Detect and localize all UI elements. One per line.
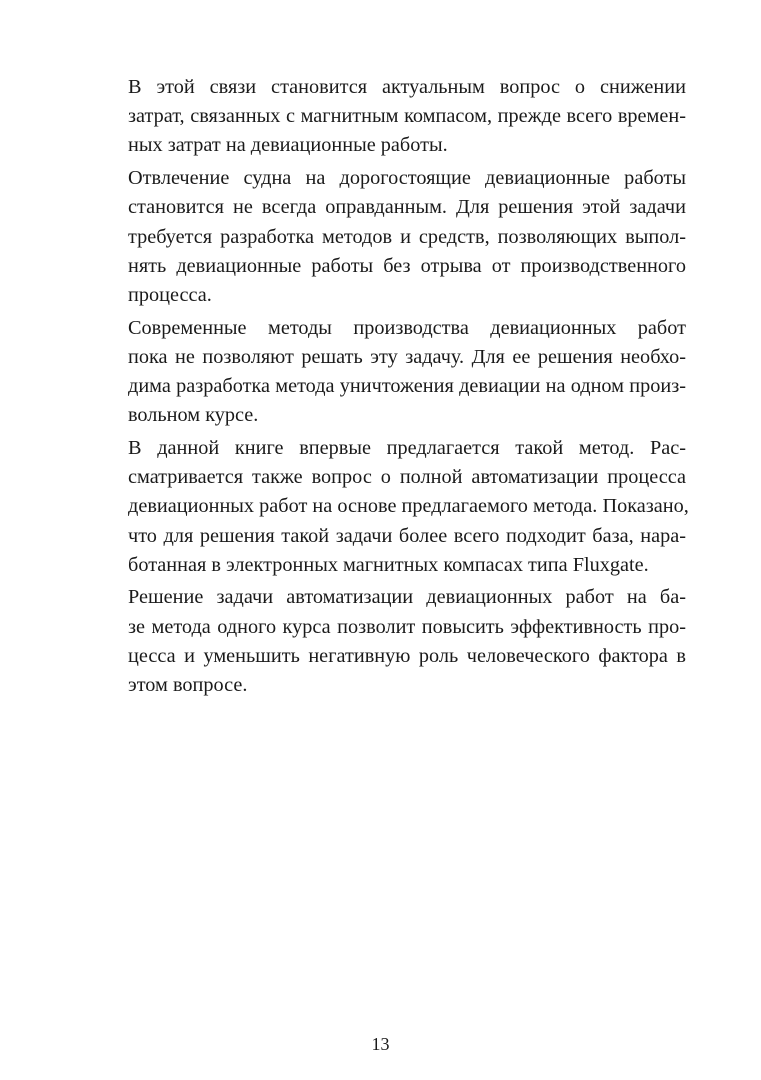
paragraph-3 [75,314,686,431]
page-number: 13 [371,1034,390,1054]
text-line: В данной книге впервые предлагается такой метод. Рас- [128,436,686,459]
text-line: цесса и уменьшить негативную роль человеческого фактора в [128,644,686,667]
paragraph-5 [75,583,686,700]
text-line: что для решения такой задачи более всего подходит база, нара- [128,524,686,547]
text-line: процесса. [128,283,212,306]
text-line: ных затрат на девиационные работы. [128,134,448,157]
paragraph-4 [75,434,689,580]
text-line: требуется разработка методов и средств, позволяющих выпол- [128,225,686,248]
text-line: этом вопросе. [128,674,248,697]
text-line: В этой связи становится актуальным вопрос о снижении [128,76,686,98]
text-line: девиационных работ на основе предлагаемого метода. Показано, [128,495,689,518]
paragraph-1 [75,73,686,161]
text-line: Современные методы производства девиационных работ [128,316,686,339]
text-line: пока не позволяют решать эту задачу. Для ее решения необхо- [128,345,686,368]
text-line: зе метода одного курса позволит повысить эффективность про- [128,615,686,638]
text-line: затрат, связанных с магнитным компасом, прежде всего времен- [128,105,686,128]
text-line: ботанная в электронных магнитных компасах типа Fluxgate. [128,553,649,576]
text-line: Отвлечение судна на дорогостоящие девиационные работы [128,167,686,190]
text-line: Решение задачи автоматизации девиационных работ на ба- [128,586,686,609]
text-line: нять девиационные работы без отрыва от производственного [128,254,686,277]
text-line: дима разработка метода уничтожения девиации на одном произ- [128,375,686,398]
text-line: становится не всегда оправданным. Для решения этой задачи [128,196,686,219]
text-line: сматривается также вопрос о полной автоматизации процесса [128,466,686,489]
paragraph-2 [75,164,686,310]
body-text [75,73,689,704]
text-line: вольном курсе. [128,404,259,427]
